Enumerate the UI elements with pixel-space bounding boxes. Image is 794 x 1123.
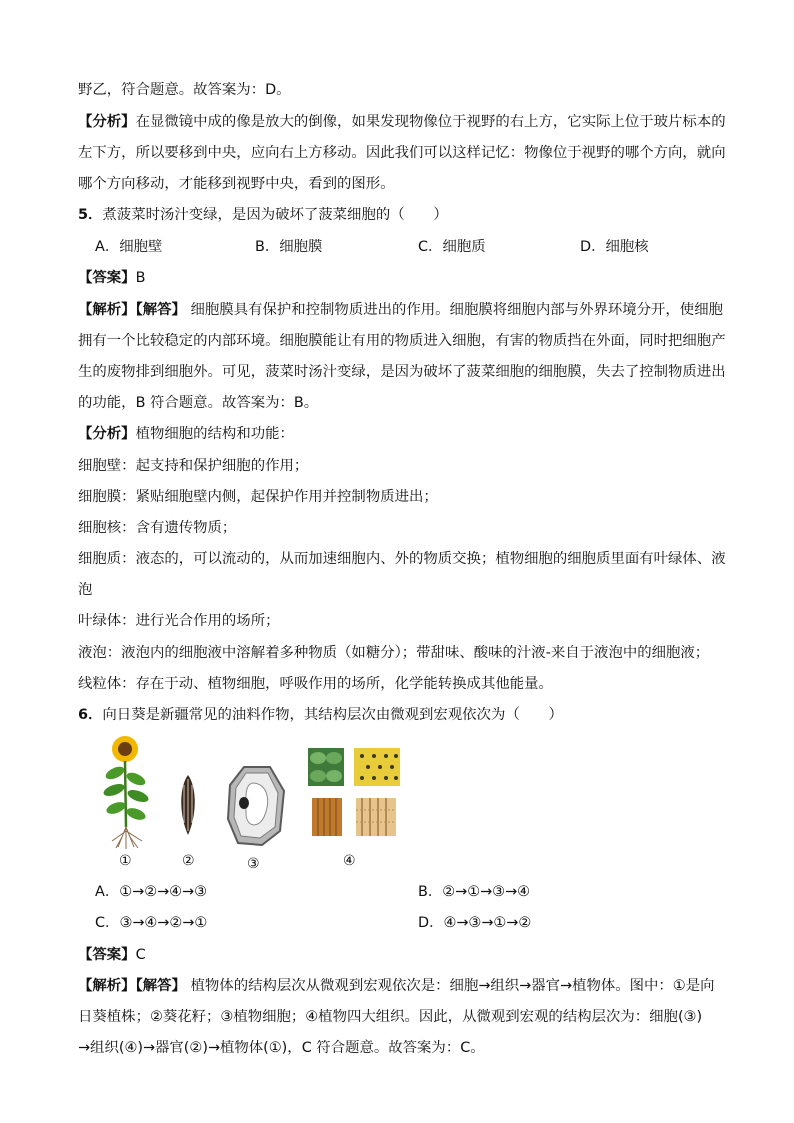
analysis-tag: 【分析】 bbox=[78, 114, 136, 130]
figure-label-3: ③ bbox=[247, 856, 260, 872]
question-6-stem bbox=[78, 705, 563, 725]
analysis-line bbox=[78, 112, 726, 132]
explanation-text: 细胞膜具有保护和控制物质进出的作用。细胞膜将细胞内部与外界环境分开，使细胞 bbox=[190, 302, 723, 318]
q5-option-b: B．细胞膜 bbox=[255, 239, 323, 255]
text-line: 野乙，符合题意。故答案为：D。 bbox=[78, 82, 291, 98]
q5-option-d: D．细胞核 bbox=[580, 239, 649, 255]
analysis-tag: 【分析】 bbox=[78, 426, 136, 442]
plant-cell-image bbox=[224, 763, 288, 847]
q5-explanation-line: 生的废物排到细胞外。可见，菠菜时汤汁变绿，是因为破坏了菠菜细胞的细胞膜，失去了控制物质进出 bbox=[78, 364, 726, 380]
sunflower-seed-image bbox=[175, 773, 201, 837]
q5-analysis-item: 叶绿体：进行光合作用的场所； bbox=[78, 613, 280, 629]
q5-analysis-item: 细胞核：含有遗传物质； bbox=[78, 520, 237, 536]
nutrient-tissue bbox=[354, 748, 400, 786]
question-number: 6． bbox=[78, 707, 103, 723]
question-text: 煮菠菜时汤汁变绿，是因为破坏了菠菜细胞的（ ） bbox=[102, 207, 448, 223]
q5-explanation-line: 拥有一个比较稳定的内部环境。细胞膜能让有用的物质进入细胞，有害的物质挡在外面，同时把细胞产 bbox=[78, 333, 726, 349]
q5-explanation-line bbox=[78, 300, 723, 320]
q6-option-c: C．③→④→②→① bbox=[95, 915, 208, 931]
q6-explanation-line bbox=[78, 976, 714, 996]
explanation-tag: 【解析】【解答】 bbox=[78, 302, 186, 318]
mechanical-tissue bbox=[312, 798, 342, 836]
q5-option-a: A．细胞壁 bbox=[95, 239, 163, 255]
q6-explanation-line: 日葵植株；②葵花籽；③植物细胞；④植物四大组织。因此，从微观到宏观的结构层次为：细胞(③) bbox=[78, 1009, 703, 1025]
explanation-tag: 【解析】【解答】 bbox=[78, 978, 186, 994]
q6-option-b: B．②→①→③→④ bbox=[418, 884, 531, 900]
q5-analysis-item: 液泡：液泡内的细胞液中溶解着多种物质（如糖分）；带甜味、酸味的汁液-来自于液泡中的细胞液； bbox=[78, 645, 710, 661]
q5-analysis-item: 泡 bbox=[78, 582, 93, 598]
q6-explanation-line: →组织(④)→器官(②)→植物体(①)，C 符合题意。故答案为：C。 bbox=[78, 1040, 485, 1056]
analysis-text: 植物细胞的结构和功能： bbox=[135, 426, 294, 442]
q6-option-d: D．④→③→①→② bbox=[418, 915, 532, 931]
q5-analysis bbox=[78, 424, 294, 444]
q5-explanation-line: 的功能，B 符合题意。故答案为：B。 bbox=[78, 395, 319, 411]
q5-option-c: C．细胞质 bbox=[418, 239, 486, 255]
q5-analysis-item: 细胞壁：起支持和保护细胞的作用； bbox=[78, 458, 309, 474]
q6-option-a: A．①→②→④→③ bbox=[95, 884, 208, 900]
q5-analysis-item: 线粒体：存在于动、植物细胞，呼吸作用的场所，化学能转换成其他能量。 bbox=[78, 676, 553, 692]
sunflower-head bbox=[112, 736, 138, 762]
plant-tissues-image bbox=[306, 746, 404, 838]
answer-tag: 【答案】 bbox=[78, 270, 136, 286]
analysis-text: 在显微镜中成的像是放大的倒像，如果发现物像位于视野的右上方，它实际上位于玻片标本的 bbox=[135, 114, 726, 130]
question-text: 向日葵是新疆常见的油料作物，其结构层次由微观到宏观依次为（ ） bbox=[102, 707, 563, 723]
answer-value: B bbox=[135, 270, 146, 286]
question-number: 5． bbox=[78, 207, 103, 223]
text-line: 哪个方向移动，才能移到视野中央，看到的图形。 bbox=[78, 176, 395, 192]
text-line: 左下方，所以要移到中央，应向右上方移动。因此我们可以这样记忆：物像位于视野的哪个方向，就向 bbox=[78, 145, 726, 161]
conducting-tissue bbox=[356, 798, 396, 836]
sunflower-plant-image bbox=[98, 735, 158, 850]
answer-tag: 【答案】 bbox=[78, 947, 136, 963]
q6-answer bbox=[78, 945, 146, 965]
q5-analysis-item: 细胞质：液态的，可以流动的，从而加速细胞内、外的物质交换；植物细胞的细胞质里面有叶绿体、液 bbox=[78, 551, 726, 567]
q5-answer bbox=[78, 268, 145, 288]
figure-label-1: ① bbox=[119, 853, 132, 869]
question-5-stem bbox=[78, 205, 448, 225]
answer-value: C bbox=[135, 947, 146, 963]
figure-label-4: ④ bbox=[343, 853, 356, 869]
figure-label-2: ② bbox=[182, 853, 195, 869]
q5-analysis-item: 细胞膜：紧贴细胞壁内侧，起保护作用并控制物质进出； bbox=[78, 489, 438, 505]
explanation-text: 植物体的结构层次从微观到宏观依次是：细胞→组织→器官→植物体。图中：①是向 bbox=[190, 978, 715, 994]
protective-tissue bbox=[308, 748, 344, 786]
